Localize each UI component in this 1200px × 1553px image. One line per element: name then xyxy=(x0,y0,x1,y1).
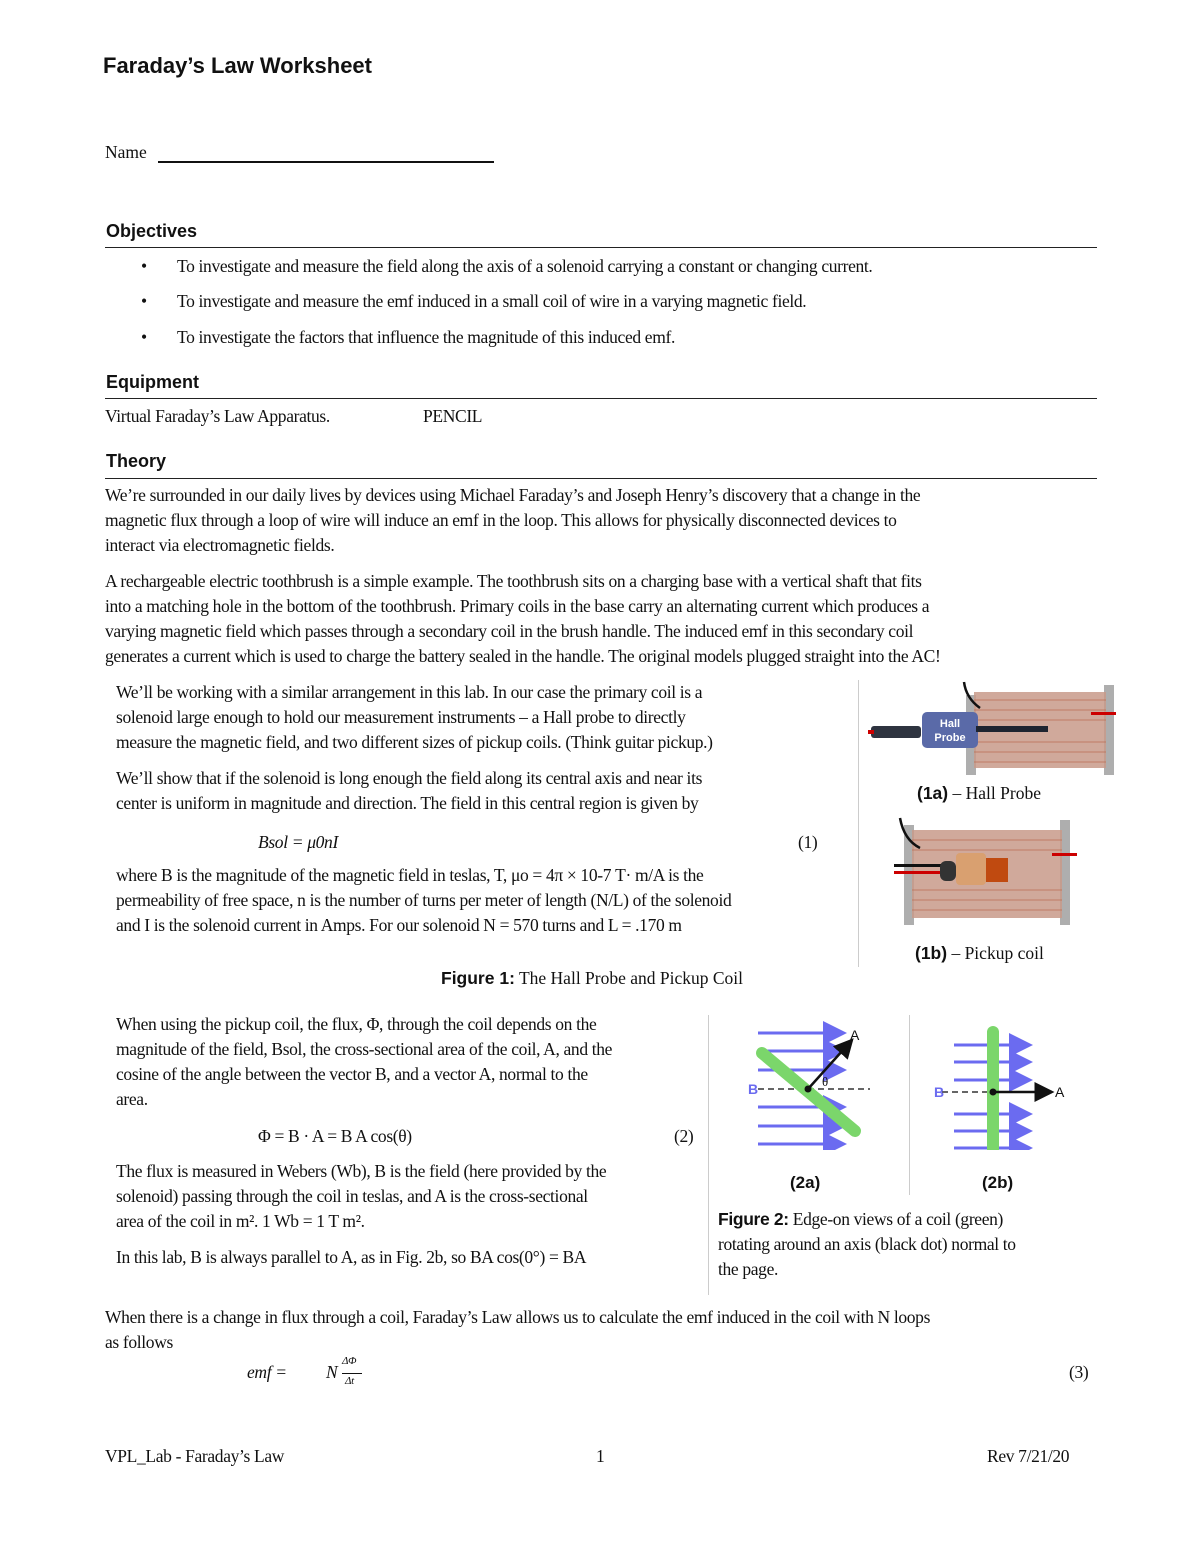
equipment-item: PENCIL xyxy=(423,406,483,426)
divider xyxy=(105,398,1097,399)
column-divider xyxy=(708,1015,709,1295)
text-line: We’ll be working with a similar arrangement in this lab. In our case the primary coil is a xyxy=(116,682,703,702)
probe-label: Probe xyxy=(934,732,966,744)
equipment-item: Virtual Faraday’s Law Apparatus. xyxy=(105,406,330,426)
figure-1a-label xyxy=(917,783,1041,804)
text-line: area of the coil in m². 1 Wb = 1 T m². xyxy=(116,1211,365,1231)
text-line: When there is a change in flux through a coil, Faraday’s Law allows us to calculate the emf induced in the coil with N loops xyxy=(105,1307,931,1327)
text-line: solenoid large enough to hold our measurement instruments – a Hall probe to directly xyxy=(116,707,686,727)
caption-text: Edge-on views of a coil (green) xyxy=(788,1209,1004,1229)
probe-label: Hall xyxy=(939,718,961,730)
name-field[interactable] xyxy=(158,161,494,163)
text-line: as follows xyxy=(105,1332,173,1352)
text-line: magnitude of the field, Bsol, the cross-sectional area of the coil, A, and the xyxy=(116,1039,613,1059)
fraction-bar xyxy=(342,1373,362,1374)
equation-numerator: ΔΦ xyxy=(342,1355,357,1367)
text-line: area. xyxy=(116,1089,148,1109)
equation-2: Φ = B · A = B A cos(θ) xyxy=(258,1126,412,1146)
text-line: generates a current which is used to charge the battery sealed in the handle. The original models plugged straight into the AC! xyxy=(105,646,941,666)
figure-divider xyxy=(909,1015,910,1195)
footer-left: VPL_Lab - Faraday’s Law xyxy=(105,1446,285,1466)
objective-item: To investigate and measure the field along the axis of a solenoid carrying a constant or changing current. xyxy=(177,256,873,276)
caption-text: the page. xyxy=(718,1259,779,1279)
equation-denominator: Δt xyxy=(345,1375,354,1387)
caption-text: rotating around an axis (black dot) normal to xyxy=(718,1234,1016,1254)
text-line: measure the magnetic field, and two different sizes of pickup coils. (Think guitar pickup.) xyxy=(116,732,713,752)
pickup-coil-figure xyxy=(892,815,1082,935)
figure-label-text: – Hall Probe xyxy=(948,783,1041,803)
text-line: interact via electromagnetic fields. xyxy=(105,535,335,555)
equation-lhs: emf = xyxy=(247,1362,287,1382)
divider xyxy=(105,247,1097,248)
figure-2b-label: (2b) xyxy=(982,1173,1014,1192)
bullet-icon: • xyxy=(141,327,148,347)
text-line: varying magnetic field which passes through a secondary coil in the brush handle. The induced emf in this secondary coil xyxy=(105,621,914,641)
text-line: permeability of free space, n is the number of turns per meter of length (N/L) of the solenoid xyxy=(116,890,732,910)
text-line: where B is the magnitude of the magnetic field in teslas, T, μo = 4π × 10-7 T· m/A is the xyxy=(116,865,704,885)
vector-a-label: A xyxy=(850,1027,860,1043)
text-line: into a matching hole in the bottom of the toothbrush. Primary coils in the base carry an alternating current which produces a xyxy=(105,596,930,616)
theta-label: θ xyxy=(822,1074,829,1089)
text-line: cosine of the angle between the vector B, and a vector A, normal to the xyxy=(116,1064,588,1084)
name-label: Name xyxy=(105,142,147,162)
figure-label-text: – Pickup coil xyxy=(947,943,1044,963)
hall-probe-figure xyxy=(866,680,1120,780)
objectives-heading: Objectives xyxy=(106,221,198,241)
figure-tag: Figure 2: xyxy=(718,1209,789,1229)
text-line: In this lab, B is always parallel to A, as in Fig. 2b, so BA cos(0°) = BA xyxy=(116,1247,587,1267)
vector-a-label: A xyxy=(1055,1084,1065,1100)
text-line: The flux is measured in Webers (Wb), B is the field (here provided by the xyxy=(116,1161,607,1181)
caption-text: The Hall Probe and Pickup Coil xyxy=(514,968,744,988)
divider xyxy=(105,478,1097,479)
equation-number: (1) xyxy=(798,832,818,852)
theory-heading: Theory xyxy=(106,451,167,471)
text-line: solenoid) passing through the coil in teslas, and A is the cross-sectional xyxy=(116,1186,588,1206)
figure-2a-label: (2a) xyxy=(790,1173,821,1192)
objective-item: To investigate the factors that influence the magnitude of this induced emf. xyxy=(177,327,675,347)
equation-n: N xyxy=(326,1362,338,1382)
objective-item: To investigate and measure the emf induced in a small coil of wire in a varying magnetic field. xyxy=(177,291,807,311)
figure-tag: (1b) xyxy=(915,943,948,963)
figure-tag: Figure 1: xyxy=(441,968,515,988)
column-divider xyxy=(858,680,859,967)
figure-tag: (1a) xyxy=(917,783,949,803)
equipment-heading: Equipment xyxy=(106,372,199,392)
equation-number: (3) xyxy=(1069,1362,1089,1382)
text-line: center is uniform in magnitude and direction. The field in this central region is given by xyxy=(116,793,699,813)
text-line: We’re surrounded in our daily lives by devices using Michael Faraday’s and Joseph Henry’s discovery that a change in the xyxy=(105,485,921,505)
equation-number: (2) xyxy=(674,1126,694,1146)
bullet-icon: • xyxy=(141,256,148,276)
page-number: 1 xyxy=(596,1446,605,1466)
page-title: Faraday’s Law Worksheet xyxy=(103,53,372,78)
vector-b-label: B xyxy=(748,1081,759,1097)
footer-right: Rev 7/21/20 xyxy=(987,1446,1070,1466)
text-line: and I is the solenoid current in Amps. For our solenoid N = 570 turns and L = .170 m xyxy=(116,915,682,935)
bullet-icon: • xyxy=(141,291,148,311)
vector-b-label: B xyxy=(934,1084,945,1100)
figure-1-caption xyxy=(441,968,743,989)
figure-2a-diagram xyxy=(740,1020,880,1150)
text-line: When using the pickup coil, the flux, Φ, through the coil depends on the xyxy=(116,1014,597,1034)
text-line: A rechargeable electric toothbrush is a simple example. The toothbrush sits on a charging base with a vertical shaft that fits xyxy=(105,571,922,591)
equation-1: Bsol = μ0nI xyxy=(258,832,338,852)
text-line: magnetic flux through a loop of wire will induce an emf in the loop. This allows for physically disconnected devices to xyxy=(105,510,897,530)
text-line: We’ll show that if the solenoid is long enough the field along its central axis and near its xyxy=(116,768,703,788)
figure-1b-label xyxy=(915,943,1044,964)
figure-2b-diagram xyxy=(930,1020,1080,1150)
